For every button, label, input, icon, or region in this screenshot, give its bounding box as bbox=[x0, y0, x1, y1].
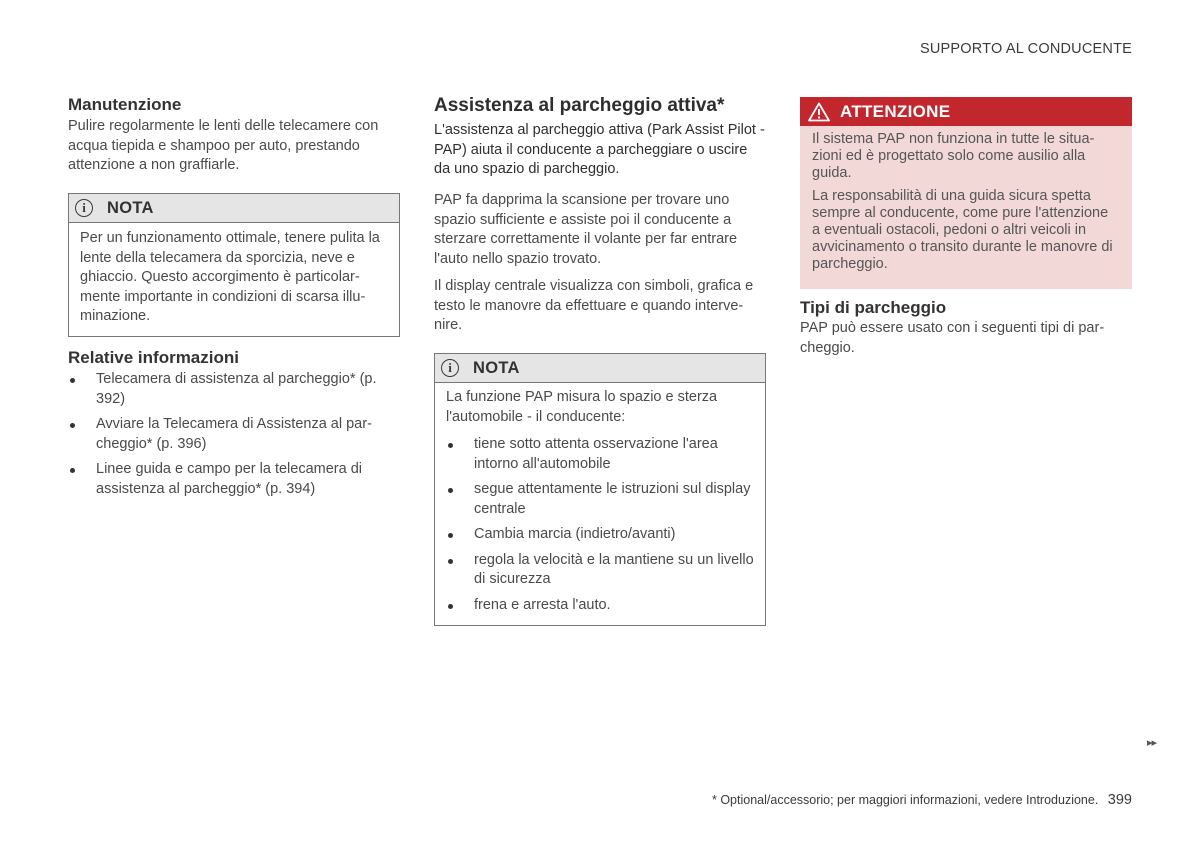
bullet-dot bbox=[70, 378, 75, 383]
pap-para-scan: PAP fa dapprima la scansione per trovare uno spazio sufficiente e assiste poi il conducente a sterzare correttamente il volante per far entrare l'auto nello spazio trovato. bbox=[434, 192, 738, 267]
maintenance-heading: Manutenzione bbox=[68, 95, 182, 114]
maintenance-text: Pulire regolarmente le lenti delle telecamere con acqua tiepida e shampoo per auto, prestando attenzione a non graffiarle. bbox=[68, 118, 379, 173]
related-heading: Relative informazioni bbox=[68, 348, 239, 367]
bullet-dot bbox=[448, 533, 453, 538]
optional-footnote: * Optional/accessorio; per maggiori informazioni, vedere Introduzione. bbox=[712, 793, 1099, 807]
pap-lead: L'assistenza al parcheggio attiva (Park Assist Pilot - PAP) aiuta il conducente a parcheggiare o uscire da uno spazio di parcheggio. bbox=[434, 122, 765, 177]
bullet-dot bbox=[448, 559, 453, 564]
note-text: Per un funzionamento ottimale, tenere pulita la lente della telecamera da sporcizia, neve e ghiaccio. Questo accorgimento è particolar-mente importante in condizioni di scarsa illu-minazione. bbox=[80, 230, 380, 324]
list-item-text: frena e arresta l'auto. bbox=[474, 596, 611, 613]
note-body bbox=[69, 223, 399, 336]
related-link-item[interactable] bbox=[68, 415, 388, 454]
list-item bbox=[446, 596, 755, 616]
warning-label: ATTENZIONE bbox=[840, 101, 951, 121]
note-box-camera bbox=[68, 193, 400, 337]
list-item bbox=[446, 551, 755, 590]
bullet-dot bbox=[448, 604, 453, 609]
list-item bbox=[446, 525, 755, 545]
note-list bbox=[446, 435, 755, 615]
related-link-text[interactable]: Linee guida e campo per la telecamera di assistenza al parcheggio* (p. 394) bbox=[96, 461, 362, 497]
note-box-pap bbox=[434, 353, 766, 626]
list-item-text: segue attentamente le istruzioni sul display centrale bbox=[474, 481, 751, 517]
warning-text-1: Il sistema PAP non funziona in tutte le situa-zioni ed è progettato solo come ausilio alla guida. bbox=[812, 131, 1095, 181]
list-item bbox=[446, 435, 755, 474]
related-list bbox=[68, 370, 388, 505]
note-header bbox=[435, 354, 765, 383]
note-body bbox=[435, 383, 765, 625]
warning-triangle-icon bbox=[808, 102, 830, 122]
info-circle-icon: i bbox=[75, 199, 93, 217]
page-number: 399 bbox=[1107, 792, 1132, 808]
bullet-dot bbox=[448, 488, 453, 493]
related-link-text[interactable]: Telecamera di assistenza al parcheggio* (p. 392) bbox=[96, 371, 377, 407]
bullet-dot bbox=[70, 423, 75, 428]
pap-heading: Assistenza al parcheggio attiva* bbox=[434, 95, 725, 116]
list-item-text: regola la velocità e la mantiene su un livello di sicurezza bbox=[474, 551, 754, 587]
note-header bbox=[69, 194, 399, 223]
related-link-text[interactable]: Avviare la Telecamera di Assistenza al par-cheggio* (p. 396) bbox=[96, 416, 372, 452]
note-label: NOTA bbox=[473, 358, 520, 377]
parking-types-text: PAP può essere usato con i seguenti tipi di par-cheggio. bbox=[800, 320, 1105, 356]
list-item-text: Cambia marcia (indietro/avanti) bbox=[474, 526, 676, 542]
related-link-item[interactable] bbox=[68, 370, 388, 409]
warning-header bbox=[800, 97, 1132, 126]
footer bbox=[712, 792, 1132, 808]
section-header: SUPPORTO AL CONDUCENTE bbox=[919, 41, 1132, 57]
list-item-text: tiene sotto attenta osservazione l'area intorno all'automobile bbox=[474, 436, 718, 472]
note-intro: La funzione PAP misura lo spazio e sterza l'automobile - il conducente: bbox=[446, 389, 718, 425]
info-circle-icon: i bbox=[441, 359, 459, 377]
bullet-dot bbox=[70, 468, 75, 473]
continue-arrows-icon: ▸▸ bbox=[1147, 737, 1157, 749]
bullet-dot bbox=[448, 443, 453, 448]
warning-body bbox=[800, 126, 1132, 289]
pap-para-display: Il display centrale visualizza con simboli, grafica e testo le manovre da effettuare e quando interve-nire. bbox=[434, 278, 754, 333]
note-label: NOTA bbox=[107, 198, 154, 217]
parking-types-heading: Tipi di parcheggio bbox=[800, 298, 947, 317]
related-link-item[interactable] bbox=[68, 460, 388, 499]
warning-box bbox=[800, 97, 1132, 289]
list-item bbox=[446, 480, 755, 519]
warning-text-2: La responsabilità di una guida sicura spetta sempre al conducente, come pure l'attenzione a eventuali ostacoli, pedoni o altri veicoli in avvicinamento o transito durante le manovre di parcheggio. bbox=[812, 188, 1113, 272]
